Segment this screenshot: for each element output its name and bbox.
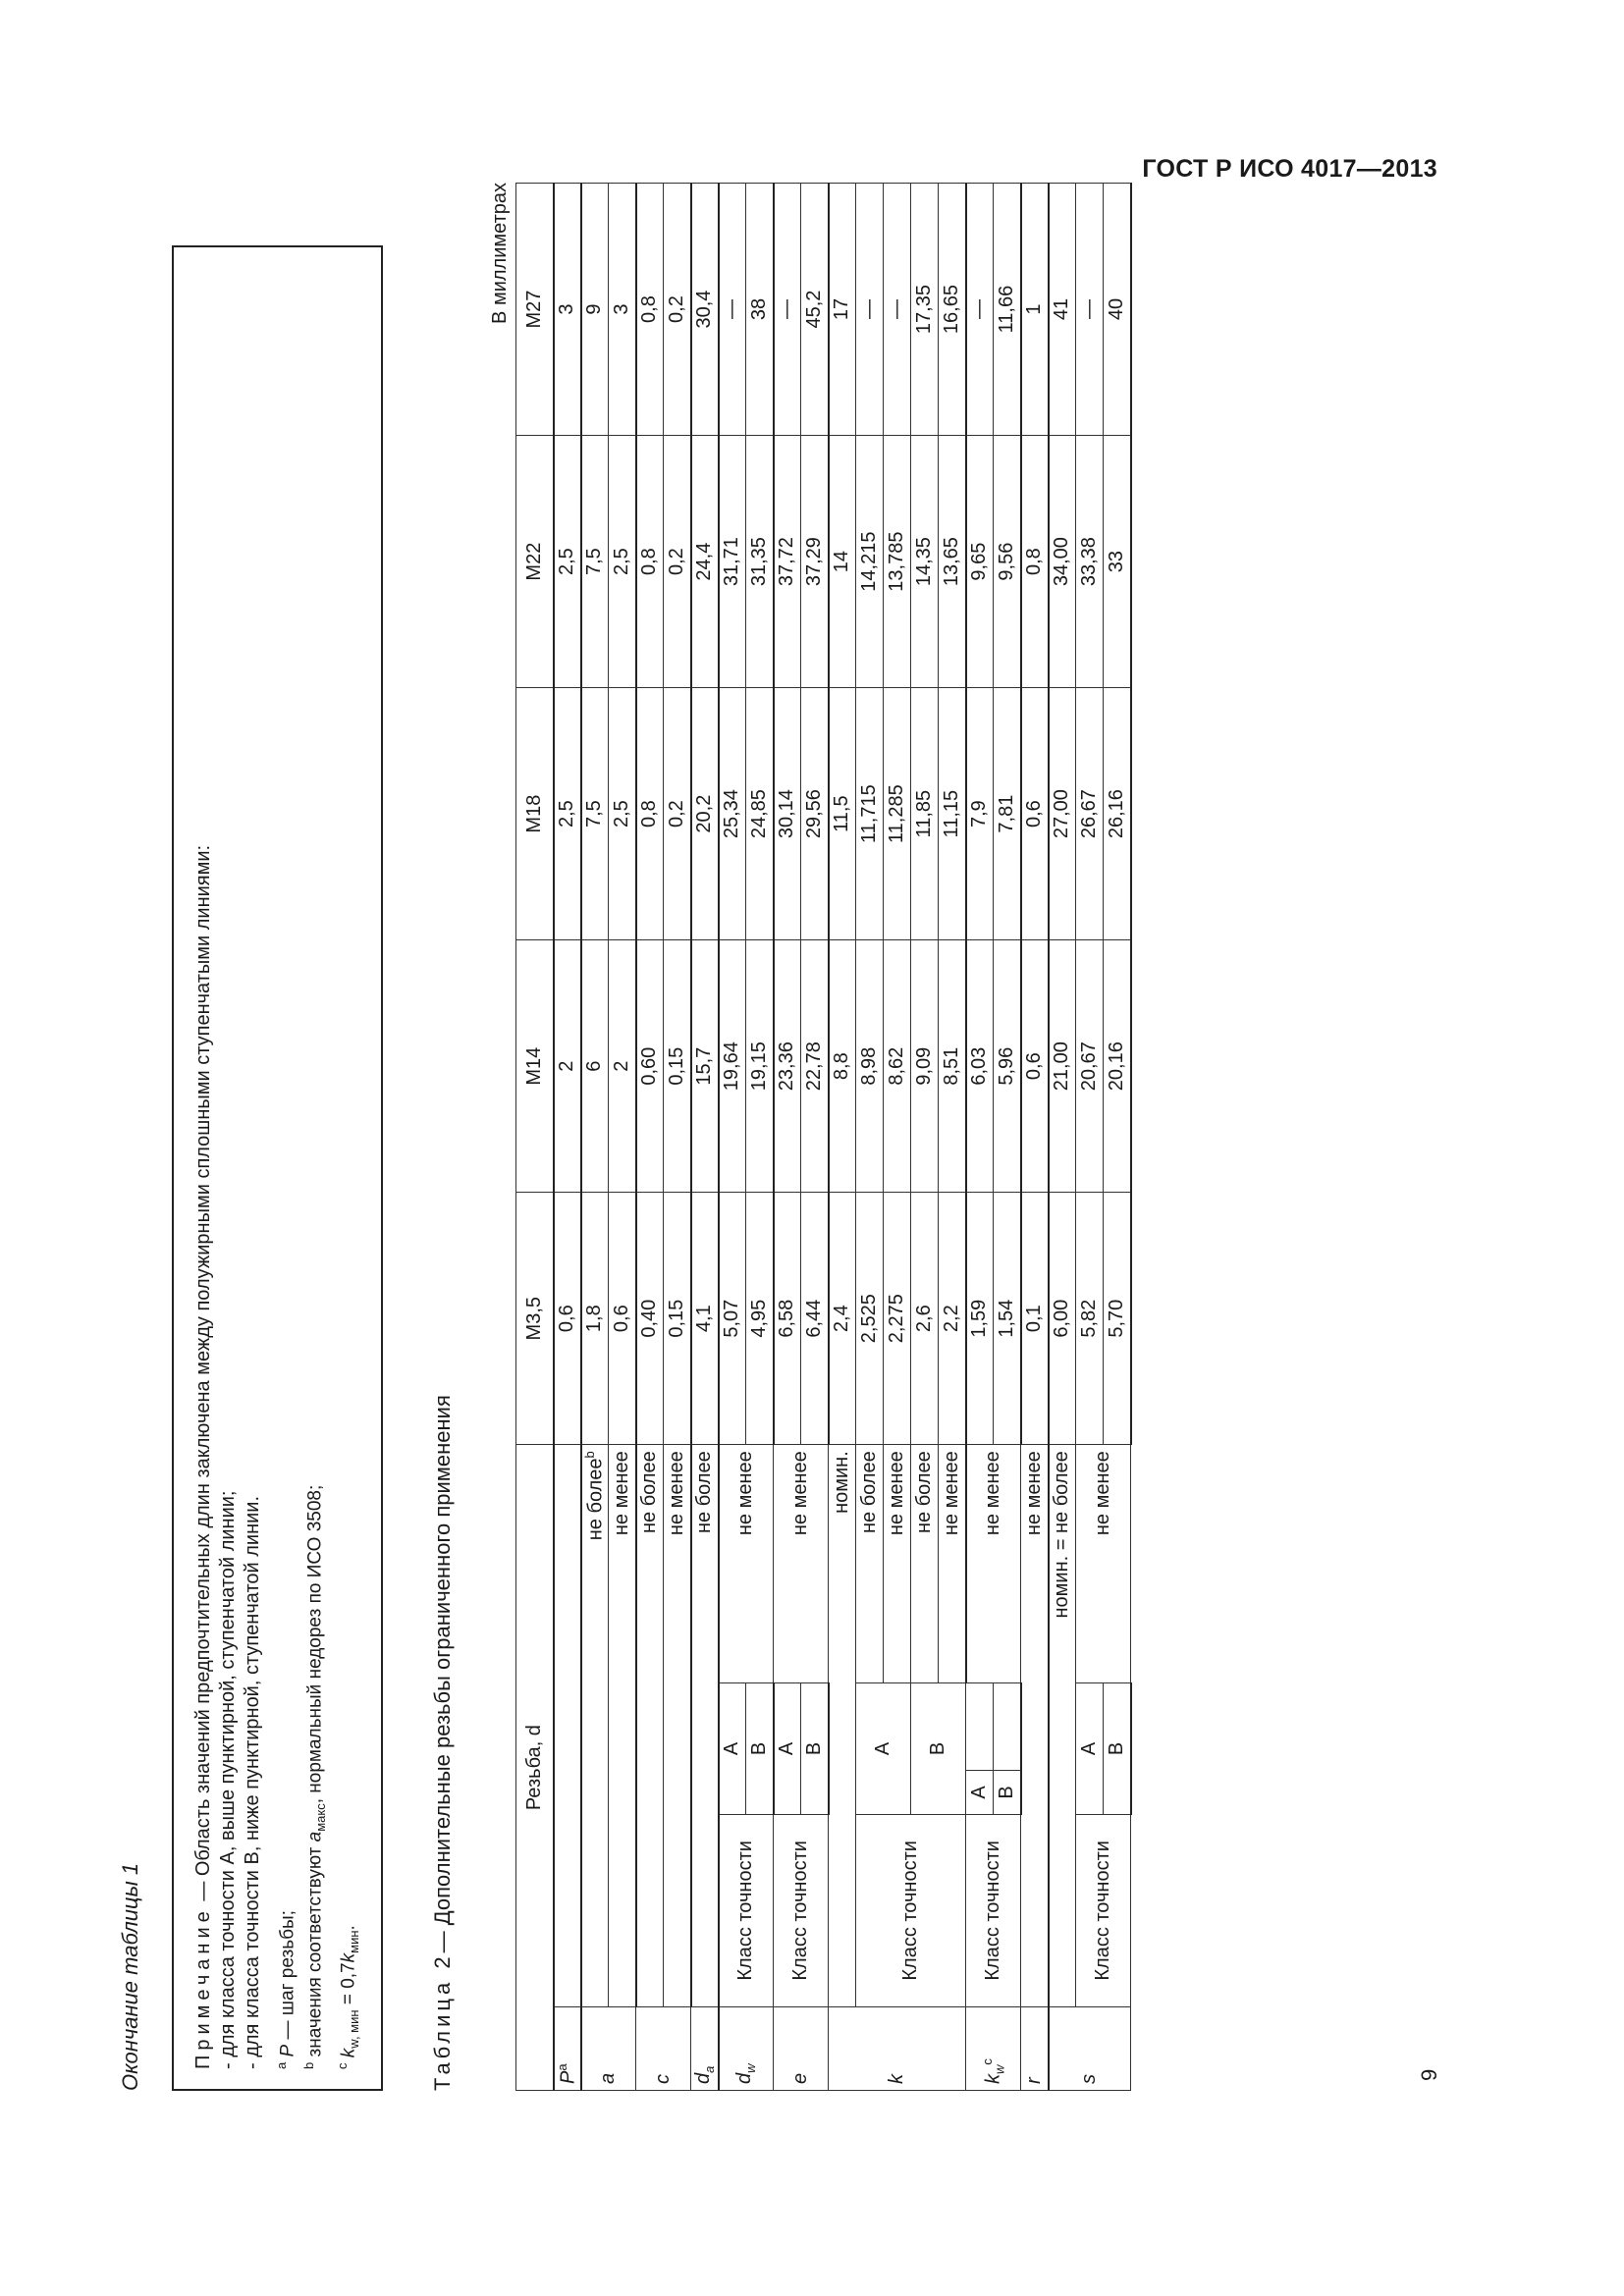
table-row: e Класс точности А не менее 6,58 23,36 30,14 37,72 —: [774, 184, 801, 2091]
table-row: $k_w^c$ Класс точности А не менее 1,59 6,03 7,9 9,65 —: [966, 184, 994, 2091]
table-row: r не менее 0,1 0,6 0,6 0,8 1: [1021, 184, 1049, 2091]
symbol-cell: $P^а$: [554, 2007, 581, 2091]
note-label: Примечание: [192, 1906, 214, 2069]
note-main: [191, 267, 216, 2069]
footnote-b: $^b$ значения соответствуют $a_{макс}$, нормальный недорез по ИСО 3508;: [301, 1484, 329, 2069]
size-header: М18: [516, 688, 554, 940]
thread-label: Резьба, d: [516, 1445, 554, 2091]
table-row: k номин. 2,4 8,8 11,5 14 17: [829, 184, 856, 2091]
table-row: В 6,44 22,78 29,56 37,29 45,2: [801, 184, 829, 2091]
table-row: Класс точности А не более 2,525 8,98 11,715 14,215 —: [856, 184, 884, 2091]
rotated-content: [118, 183, 1512, 2091]
units-label: В миллиметрах: [489, 183, 511, 324]
symbol-cell: c: [636, 2007, 691, 2091]
size-header: М27: [516, 184, 554, 436]
symbol-cell: a: [581, 2007, 636, 2091]
accuracy-class-label: Класс точности: [1076, 1814, 1131, 2006]
table-row: s номин. = не более 6,00 21,00 27,00 34,00 41: [1049, 184, 1076, 2091]
accuracy-class-label: Класс точности: [966, 1814, 1021, 2006]
dimensions-table: [515, 245, 1132, 2091]
note-text: — Область значений предпочтительных длин заключена между полужирными сплошными ступенчатыми линиями:: [192, 844, 214, 1907]
table-row: не менее 0,6 2 2,5 2,5 3: [609, 184, 636, 2091]
page-number: 9: [1417, 2068, 1441, 2081]
note-line-a: - для класса точности А, выше пунктирной, ступенчатой линии;: [217, 1490, 239, 2069]
size-header: М22: [516, 436, 554, 688]
table-header-row: [516, 184, 554, 2091]
symbol-cell: $d_a$: [691, 2007, 719, 2091]
symbol-cell: $k_w^c$: [966, 2007, 1021, 2091]
footnote-a: $^а$ P — шаг резьбы;: [274, 1910, 298, 2069]
accuracy-class-label: Класс точности: [719, 1814, 774, 2006]
table-row: c не более 0,40 0,60 0,8 0,8 0,8: [636, 184, 664, 2091]
table-row: В не более 2,6 9,09 11,85 14,35 17,35: [911, 184, 939, 2091]
table-row: Класс точности А не менее 5,82 20,67 26,67 33,38 —: [1076, 184, 1104, 2091]
table-title: Таблица 2— Дополнительные резьбы ограниченного применения: [430, 1395, 455, 2091]
continuation-title: Окончание таблицы 1: [118, 1862, 142, 2091]
note-line-b: - для класса точности В, ниже пунктирной, ступенчатой линии.: [242, 1495, 263, 2069]
symbol-cell: e: [774, 2007, 829, 2091]
table-row: не менее 0,15 0,15 0,2 0,2 0,2: [664, 184, 691, 2091]
accuracy-class-label: Класс точности: [774, 1814, 829, 2006]
accuracy-class-label: Класс точности: [856, 1814, 966, 2006]
table-row: не менее 2,2 8,51 11,15 13,65 16,65: [939, 184, 966, 2091]
table-row: $P^а$ 0,6 2 2,5 2,5 3: [554, 184, 581, 2091]
table-row: В 5,70 20,16 26,16 33 40: [1104, 184, 1131, 2091]
symbol-cell: r: [1021, 2007, 1049, 2091]
size-header: М3,5: [516, 1193, 554, 1445]
table-row: В 1,54 5,96 7,81 9,56 11,66: [994, 184, 1021, 2091]
note-box: [172, 245, 383, 2091]
footnote-c: $^c$ $k_{w, мин} = 0,7k_{мин}$.: [335, 1925, 362, 2069]
symbol-cell: k: [829, 2007, 966, 2091]
size-header: М14: [516, 940, 554, 1193]
table-row: не менее 2,275 8,62 11,285 13,785 —: [884, 184, 911, 2091]
table-row: a не более$^b$ 1,8 6 7,5 7,5 9: [581, 184, 609, 2091]
table-row: $d_a$ не более 4,1 15,7 20,2 24,4 30,4: [691, 184, 719, 2091]
table-row: $d_w$ Класс точности А не менее 5,07 19,64 25,34 31,71 —: [719, 184, 746, 2091]
symbol-cell: $d_w$: [719, 2007, 774, 2091]
table-row: В 4,95 19,15 24,85 31,35 38: [746, 184, 774, 2091]
symbol-cell: s: [1049, 2007, 1131, 2091]
standard-header: ГОСТ Р ИСО 4017—2013: [1142, 155, 1437, 183]
